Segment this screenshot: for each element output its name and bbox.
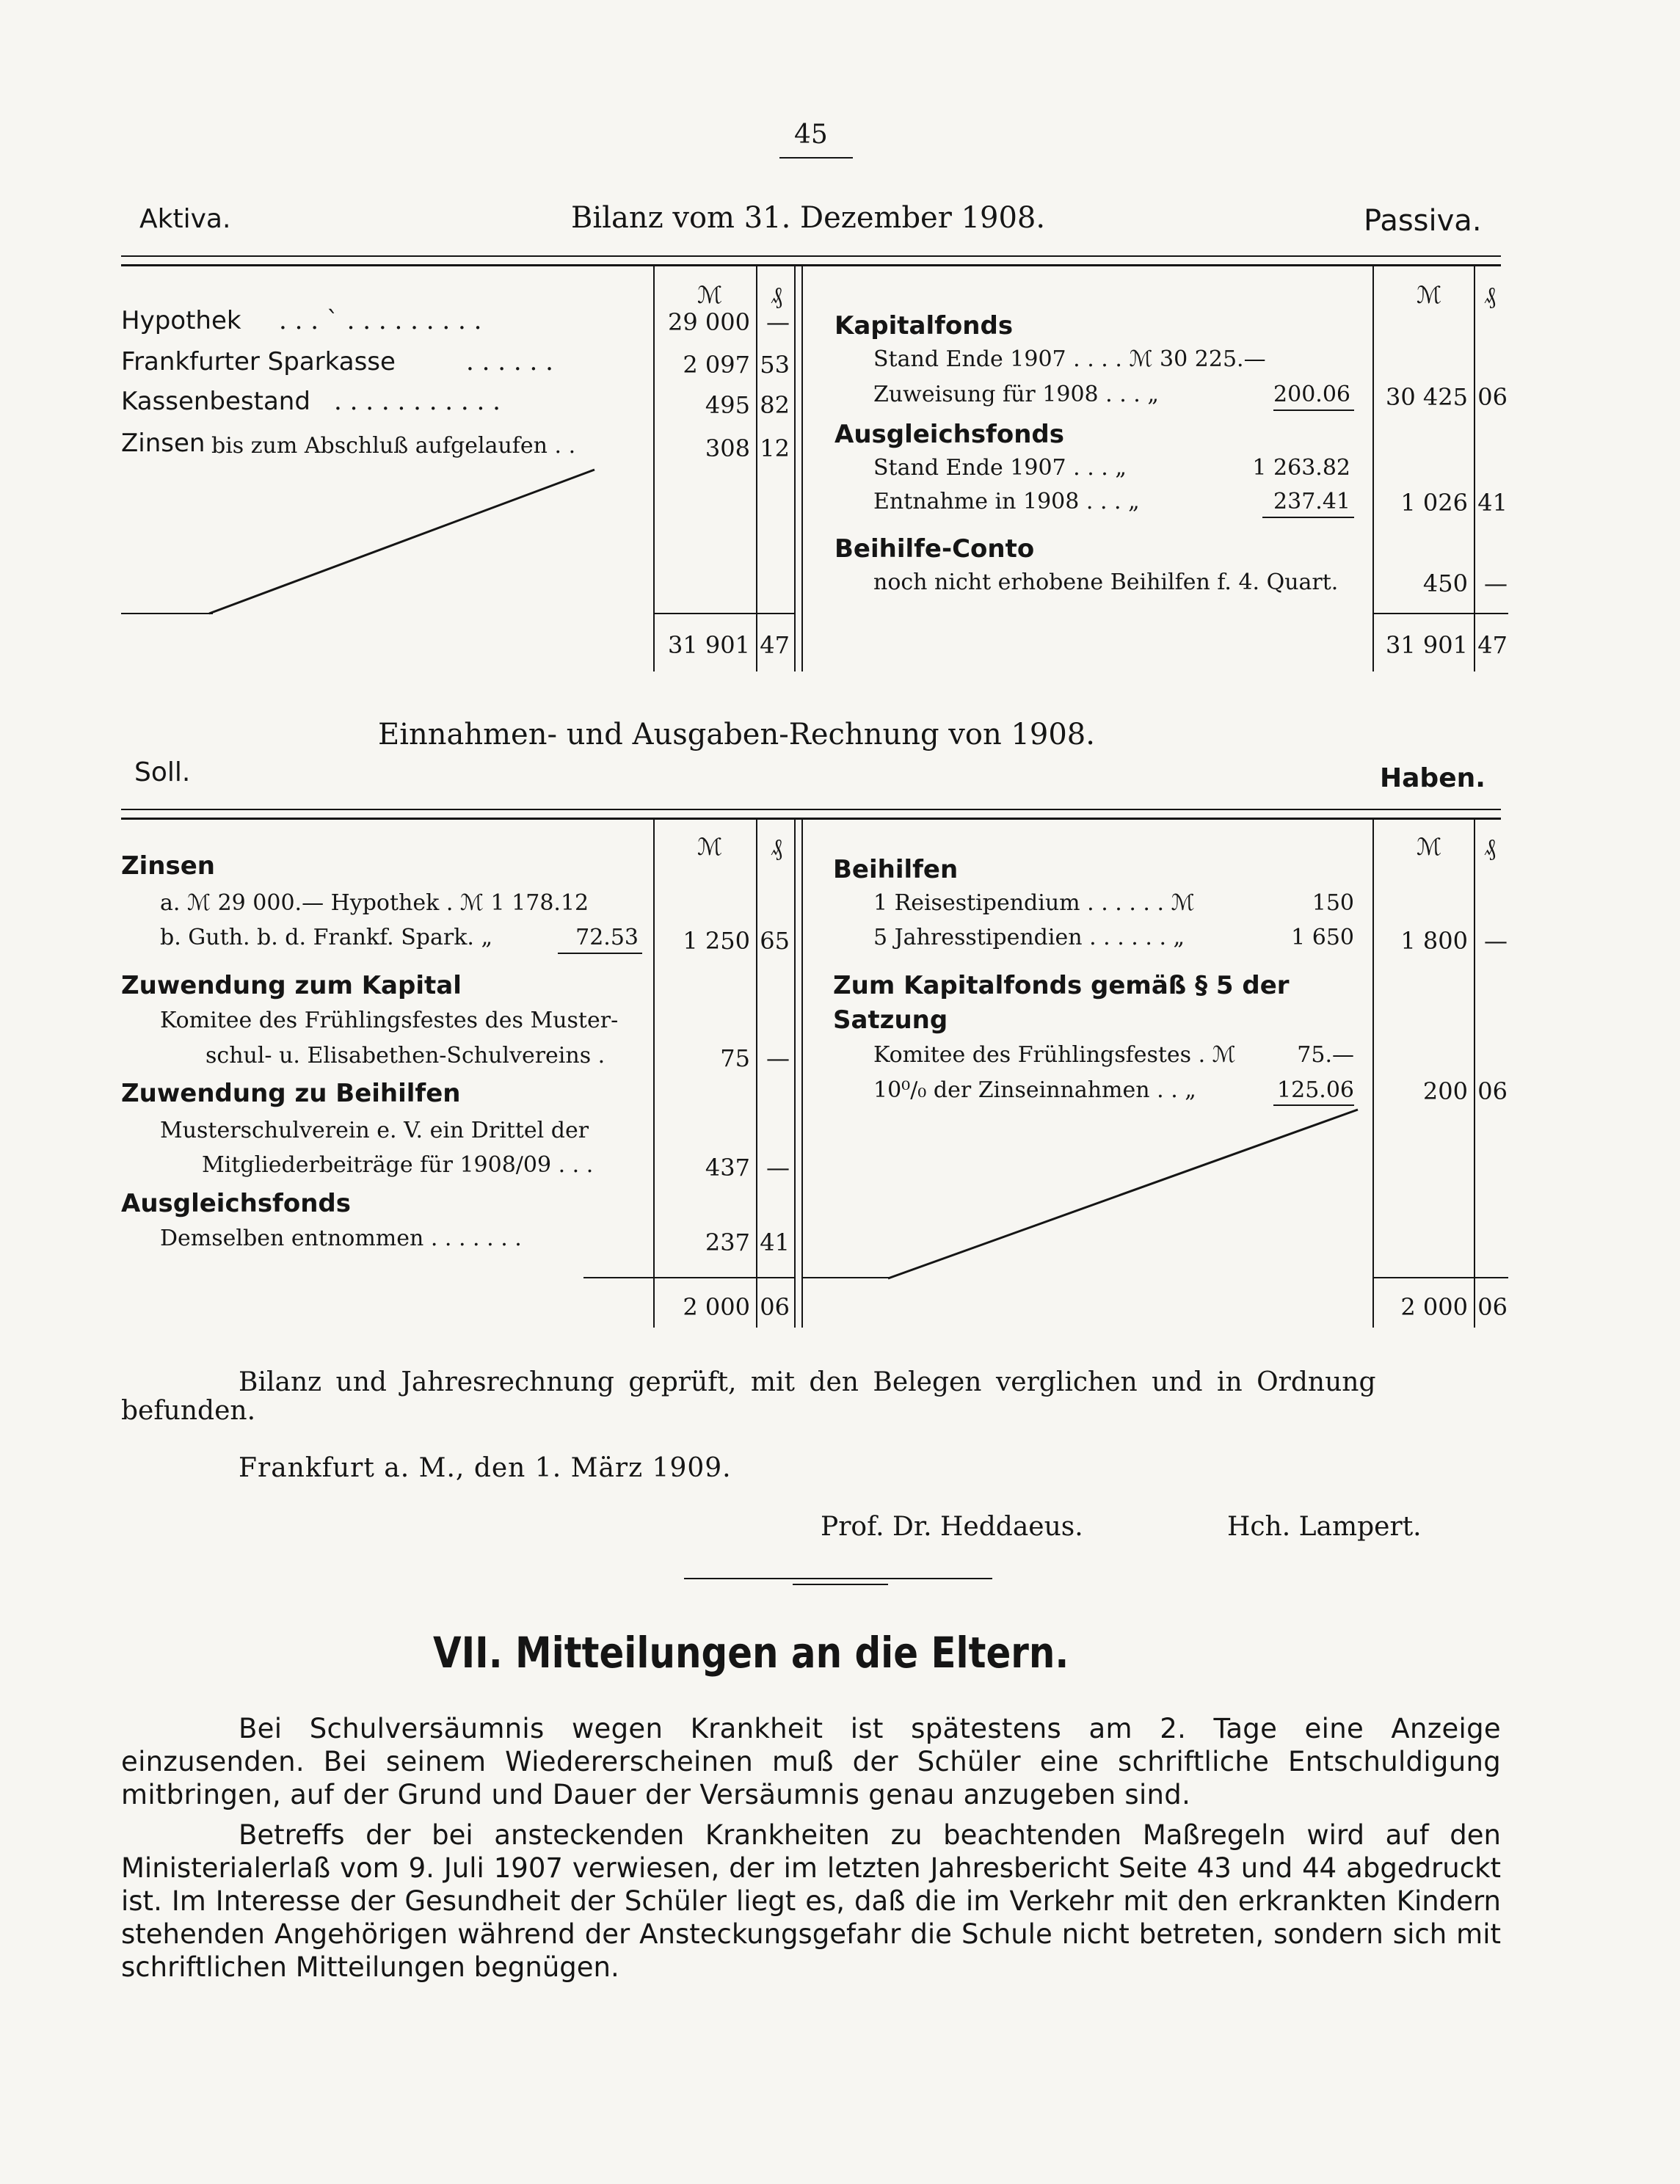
- haben-line: 5 Jahresstipendien . . . . . . „: [873, 925, 1185, 950]
- leader-dots: . . . . . .: [466, 347, 553, 376]
- aktiva-header: Aktiva.: [139, 204, 231, 234]
- haben-filler-line: [888, 1110, 1358, 1278]
- mark-column-header: ℳ: [1417, 833, 1442, 861]
- passiva-pf: —: [1484, 569, 1508, 597]
- haben-pf: —: [1484, 927, 1508, 955]
- soll-pf: 65: [760, 927, 790, 955]
- soll-mark: 237: [705, 1228, 750, 1256]
- aktiva-mark: 2 097: [683, 351, 750, 379]
- pfennig-column-header: ₰: [1484, 281, 1496, 309]
- aktiva-pf: —: [766, 308, 790, 336]
- soll-total-mark: 2 000: [683, 1293, 750, 1321]
- pfennig-column-header: ₰: [771, 833, 782, 861]
- aktiva-pf: 53: [760, 351, 790, 379]
- aktiva-label: Kassenbestand: [121, 387, 310, 416]
- soll-beihilfen-title: Zuwendung zu Beihilfen: [121, 1079, 461, 1108]
- passiva-line: Stand Ende 1907 . . . . ℳ 30 225.—: [873, 346, 1266, 372]
- mark-column-header: ℳ: [697, 281, 723, 309]
- soll-pf: 41: [760, 1228, 790, 1256]
- passiva-line-value: 1 263.82: [1252, 455, 1350, 481]
- separator-rule: [793, 1584, 888, 1585]
- soll-mark: 437: [705, 1154, 750, 1182]
- passiva-kapitalfonds-title: Kapitalfonds: [834, 311, 1014, 341]
- soll-line: Komitee des Frühlingsfestes des Muster-: [160, 1008, 619, 1033]
- passiva-line: Stand Ende 1907 . . . „: [873, 455, 1127, 481]
- soll-line: Mitgliederbeiträge für 1908/09 . . .: [202, 1152, 594, 1178]
- passiva-line-value: 237.41: [1273, 489, 1350, 514]
- passiva-line-value: 200.06: [1273, 382, 1350, 407]
- soll-zinsen-title: Zinsen: [121, 851, 216, 881]
- passiva-pf: 41: [1477, 489, 1508, 517]
- soll-total-pf: 06: [760, 1293, 790, 1321]
- bilanz-title: Bilanz vom 31. Dezember 1908.: [571, 201, 1046, 235]
- passiva-line: Entnahme in 1908 . . . „: [873, 489, 1140, 514]
- aktiva-label: Zinsen: [121, 429, 206, 458]
- haben-total-mark: 2 000: [1400, 1293, 1468, 1321]
- aktiva-total-mark: 31 901: [668, 631, 750, 659]
- pfennig-column-header: ₰: [771, 281, 782, 309]
- soll-pf: —: [766, 1154, 790, 1182]
- haben-beihilfen-title: Beihilfen: [833, 855, 959, 884]
- haben-mark: 200: [1422, 1077, 1468, 1105]
- separator-rule: [684, 1578, 992, 1579]
- soll-kapital-title: Zuwendung zum Kapital: [121, 971, 462, 1000]
- haben-line-value: 150: [1312, 890, 1354, 916]
- page-number: 45: [794, 120, 828, 150]
- leader-dots: . . . ` . . . . . . . . .: [279, 306, 482, 335]
- haben-line: 10⁰/₀ der Zinseinnahmen . . „: [873, 1077, 1196, 1103]
- passiva-total-mark: 31 901: [1386, 631, 1468, 659]
- passiva-header: Passiva.: [1364, 204, 1482, 238]
- passiva-line: noch nicht erhobene Beihilfen f. 4. Quart.: [873, 569, 1339, 595]
- aktiva-filler-line: [209, 470, 594, 614]
- passiva-mark: 1 026: [1400, 489, 1468, 517]
- passiva-line: Zuweisung für 1908 . . . „: [873, 382, 1159, 407]
- soll-header: Soll.: [134, 757, 191, 787]
- haben-line-value: 125.06: [1277, 1077, 1354, 1103]
- haben-kapitalfonds-title2: Satzung: [833, 1005, 948, 1035]
- soll-mark: 75: [720, 1044, 750, 1072]
- passiva-ausgleichsfonds-title: Ausgleichsfonds: [834, 420, 1064, 449]
- pruefung-line1: Bilanz und Jahresrechnung geprüft, mit den Belegen verglichen und in Ordnung: [239, 1367, 1376, 1397]
- mark-column-header: ℳ: [697, 833, 723, 861]
- aktiva-mark: 308: [705, 434, 750, 462]
- passiva-beihilfe-title: Beihilfe-Conto: [834, 534, 1035, 564]
- haben-line: 1 Reisestipendium . . . . . . ℳ: [873, 890, 1195, 916]
- paragraph-1: Bei Schulversäumnis wegen Krankheit ist spätestens am 2. Tage eine Anzeige einzusenden. Bei seinem Wiedererscheinen muß der Schüler eine schriftliche Entschuldigung mitbringen, auf der Grund und Dauer der Versäumnis genau anzugeben sind.: [121, 1713, 1501, 1810]
- place-date: Frankfurt a. M., den 1. März 1909.: [239, 1453, 732, 1483]
- paragraph-2: Betreffs der bei ansteckenden Krankheiten zu beachtenden Maßregeln wird auf den Ministerialerlaß vom 9. Juli 1907 verwiesen, der im letzten Jahresbericht Seite 43 und 44 abgedruckt ist. Im Interesse der Gesundheit der Schüler liegt es, daß die im Verkehr mit den erkrankten Kindern stehenden Angehörigen während der Ansteckungsgefahr die Schule nicht betreten, sondern sich mit schriftlichen Mitteilungen begnügen.: [121, 1819, 1501, 1983]
- haben-total-pf: 06: [1477, 1293, 1508, 1321]
- passiva-total-pf: 47: [1477, 631, 1508, 659]
- passiva-pf: 06: [1477, 383, 1508, 411]
- aktiva-label: Frankfurter Sparkasse: [121, 347, 396, 376]
- haben-mark: 1 800: [1400, 927, 1468, 955]
- aktiva-total-pf: 47: [760, 631, 790, 659]
- passiva-mark: 450: [1422, 569, 1468, 597]
- haben-pf: 06: [1477, 1077, 1508, 1105]
- leader-dots: . . . . . . . . . . .: [334, 387, 501, 416]
- pfennig-column-header: ₰: [1484, 833, 1496, 861]
- haben-line: Komitee des Frühlingsfestes . ℳ: [873, 1042, 1236, 1068]
- soll-line: Demselben entnommen . . . . . . .: [160, 1226, 522, 1251]
- soll-line: schul- u. Elisabethen-Schulvereins .: [206, 1043, 606, 1069]
- haben-line-value: 1 650: [1291, 925, 1354, 950]
- soll-ausgleich-title: Ausgleichsfonds: [121, 1189, 351, 1218]
- aktiva-pf: 12: [760, 434, 790, 462]
- soll-pf: —: [766, 1044, 790, 1072]
- aktiva-label: Hypothek: [121, 306, 241, 335]
- mark-column-header: ℳ: [1417, 281, 1442, 309]
- soll-mark: 1 250: [683, 927, 750, 955]
- signer-heddaeus: Prof. Dr. Heddaeus.: [821, 1512, 1083, 1542]
- haben-header: Haben.: [1380, 763, 1486, 793]
- soll-line: a. ℳ 29 000.— Hypothek . ℳ 1 178.12: [160, 890, 589, 916]
- aktiva-pf: 82: [760, 391, 790, 419]
- signer-lampert: Hch. Lampert.: [1227, 1512, 1422, 1542]
- soll-line: Musterschulverein e. V. ein Drittel der: [160, 1118, 589, 1143]
- aktiva-mark: 29 000: [668, 308, 750, 336]
- haben-line-value: 75.—: [1297, 1042, 1354, 1068]
- section-heading: VII. Mitteilungen an die Eltern.: [433, 1628, 1069, 1678]
- rechnung-title: Einnahmen- und Ausgaben-Rechnung von 1908.: [378, 718, 1095, 751]
- pruefung-line2: befunden.: [121, 1396, 256, 1426]
- aktiva-mark: 495: [705, 391, 750, 419]
- passiva-mark: 30 425: [1386, 383, 1468, 411]
- soll-line: b. Guth. b. d. Frankf. Spark. „: [160, 925, 492, 950]
- haben-kapitalfonds-title: Zum Kapitalfonds gemäß § 5 der: [833, 971, 1290, 1000]
- aktiva-label-note: bis zum Abschluß aufgelaufen . .: [211, 433, 576, 459]
- soll-line-value: 72.53: [575, 925, 639, 950]
